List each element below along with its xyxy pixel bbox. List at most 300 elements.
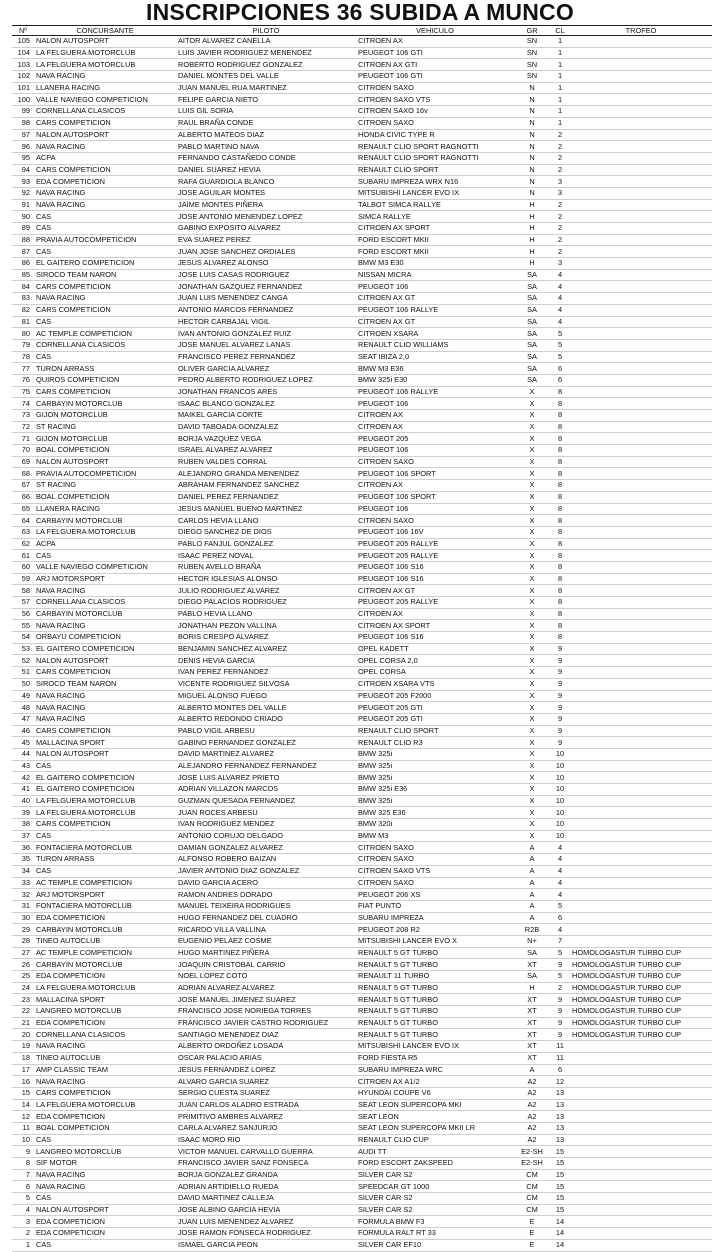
cell-trofeo [570,900,712,912]
cell-num: 104 [17,48,30,58]
cell-trofeo [570,912,712,924]
cell-trofeo [570,456,712,468]
cell-num: 23 [21,994,30,1004]
cell-trofeo [570,608,712,620]
cell-trofeo [570,1076,712,1088]
table-row [12,246,712,258]
cell-piloto: ADRIAN ARTIDIELLO RUEDA [178,1181,279,1191]
cell-concursante: CAS [36,223,52,233]
cell-concursante: LA FELGUERA MOTORCLUB [36,48,136,58]
cell-vehiculo: OPEL KADETT [358,644,409,654]
cell-num: 80 [21,328,30,338]
cell-gr: SA [527,947,537,957]
cell-gr: H [529,246,535,256]
cell-concursante: NAVA RACING [36,141,86,151]
cell-vehiculo: BMW M3 E30 [358,258,404,268]
cell-num: 64 [21,515,30,525]
cell-vehiculo: SUBARU IMPREZA [358,912,424,922]
cell-num: 81 [21,316,30,326]
cell-gr: X [529,538,535,548]
cell-gr: SA [527,270,537,280]
table-row [12,129,712,141]
table-row [12,456,712,468]
cell-gr: X [529,702,535,712]
cell-cl: 8 [557,609,563,619]
cell-vehiculo: CITROEN AX GTI [358,59,418,69]
cell-cl: 5 [557,328,563,338]
cell-vehiculo: CITROEN AX [358,480,403,490]
table-row [12,772,712,784]
cell-cl: 13 [555,1123,565,1133]
cell-vehiculo: PEUGEOT 205 GTI [358,702,423,712]
cell-num: 26 [21,959,30,969]
cell-vehiculo: PEUGEOT 106 S16 [358,632,424,642]
table-row [12,1228,712,1240]
cell-trofeo [570,421,712,433]
cell-gr: X [529,433,535,443]
cell-concursante: NAVA RACING [36,1170,86,1180]
cell-piloto: ADRIAN ALVAREZ ALVAREZ [178,983,275,993]
cell-piloto: RAUL BRAÑA CONDE [178,118,254,128]
table-row [12,1087,712,1099]
cell-vehiculo: BMW 325i [358,760,393,770]
cell-concursante: VALLE NAVIEGO COMPETICION [36,562,148,572]
cell-num: 16 [21,1076,30,1086]
cell-concursante: CORNELLANA CLASICOS [36,597,126,607]
cell-trofeo [570,351,712,363]
cell-num: 31 [21,901,30,911]
cell-vehiculo: RENAULT 5 GT TURBO [358,1018,438,1028]
cell-vehiculo: PEUGEOT 205 RALLYE [358,538,439,548]
cell-num: 67 [21,480,30,490]
cell-num: 56 [21,609,30,619]
cell-concursante: GIJON MOTORCLUB [36,410,108,420]
cell-piloto: JONATHAN GAZQUEZ FERNANDEZ [178,281,303,291]
cell-piloto: CARLA ALVAREZ SANJURJO [178,1123,278,1133]
cell-num: 33 [21,877,30,887]
cell-gr: X [529,760,535,770]
table-row [12,339,712,351]
cell-vehiculo: CITROEN AX [358,410,403,420]
cell-gr: SA [527,293,537,303]
table-row [12,503,712,515]
cell-cl: 8 [557,422,563,432]
cell-gr: N [529,164,535,174]
cell-vehiculo: FORD FIESTA R5 [358,1053,418,1063]
cell-num: 29 [21,924,30,934]
cell-vehiculo: PEUGEOT 208 R2 [358,924,420,934]
cell-piloto: OSCAR PALACIO ARIAS [178,1053,262,1063]
cell-trofeo [570,538,712,550]
cell-concursante: VALLE NAVIEGO COMPETICION [36,94,148,104]
cell-trofeo [570,363,712,375]
cell-trofeo [570,573,712,585]
table-row [12,842,712,854]
cell-concursante: SIROCO TEAM NARON [36,679,117,689]
cell-num: 18 [21,1053,30,1063]
cell-concursante: NAVA RACING [36,71,86,81]
table-row [12,573,712,585]
cell-trofeo [570,1041,712,1053]
cell-gr: CM [526,1205,538,1215]
cell-piloto: IVAN PEREZ FERNANDEZ [178,667,269,677]
cell-cl: 7 [557,936,563,946]
cell-gr: SA [527,328,537,338]
cell-concursante: CORNELLANA CLASICOS [36,340,126,350]
cell-num: 41 [21,784,30,794]
table-row [12,585,712,597]
cell-gr: A [529,854,535,864]
cell-concursante: CARBAYIN MOTORCLUB [36,609,123,619]
cell-concursante: EDA COMPETICION [36,1228,105,1238]
cell-cl: 5 [557,901,563,911]
cell-trofeo [570,59,712,71]
cell-num: 68 [21,468,30,478]
cell-gr: X [529,573,535,583]
table-row [12,643,712,655]
cell-cl: 1 [557,71,563,81]
cell-trofeo [570,503,712,515]
cell-vehiculo: PEUGEOT 206 XS [358,889,421,899]
cell-num: 83 [21,293,30,303]
cell-vehiculo: SPEEDCAR GT 1000 [358,1181,430,1191]
cell-concursante: CAS [36,760,52,770]
cell-piloto: FRANCISCO JOSE NORIEGA TORRES [178,1006,312,1016]
cell-concursante: LLANERA RACING [36,503,101,513]
table-row [12,526,712,538]
cell-cl: 4 [557,293,563,303]
cell-gr: XT [527,1053,537,1063]
cell-cl: 9 [557,714,563,724]
cell-gr: CM [526,1181,538,1191]
cell-piloto: PABLO FANJUL GONZALEZ [178,538,274,548]
cell-vehiculo: PEUGEOT 106 SPORT [358,492,436,502]
cell-piloto: JOSE RAMON FONSECA RODRIGUEZ [178,1228,311,1238]
cell-num: 63 [21,527,30,537]
cell-num: 58 [21,585,30,595]
cell-concursante: SIROCO TEAM NARON [36,270,117,280]
cell-num: 39 [21,807,30,817]
cell-piloto: FERNANDO CASTAÑEDO CONDE [178,153,296,163]
table-row [12,760,712,772]
table-row [12,363,712,375]
cell-piloto: HUGO FERNANDEZ DEL CUADRO [178,912,298,922]
cell-vehiculo: CITROEN SAXO [358,854,414,864]
cell-vehiculo: FORMULA RALT RT 33 [358,1228,436,1238]
cell-gr: X [529,410,535,420]
table-row [12,655,712,667]
cell-trofeo [570,632,712,644]
table-row [12,1076,712,1088]
cell-trofeo [570,269,712,281]
cell-num: 49 [21,690,30,700]
page-title: INSCRIPCIONES 36 SUBIDA A MUNCO [146,0,574,25]
cell-vehiculo: AUDI TT [358,1146,387,1156]
cell-concursante: CARBAYIN MOTORCLUB [36,515,123,525]
cell-piloto: JOSE MANUEL ALVAREZ LANAS [178,340,291,350]
cell-piloto: BORIS CRESPO ALVAREZ [178,632,269,642]
table-row [12,550,712,562]
table-row [12,702,712,714]
cell-cl: 9 [557,1018,563,1028]
cell-vehiculo: PEUGEOT 106 S16 [358,562,424,572]
cell-cl: 8 [557,386,563,396]
cell-cl: 14 [555,1228,565,1238]
cell-num: 20 [21,1029,30,1039]
cell-concursante: CARS COMPETICION [36,386,111,396]
cell-trofeo [570,1239,712,1251]
cell-gr: X [529,503,535,513]
cell-concursante: NAVA RACING [36,1076,86,1086]
table-row [12,678,712,690]
cell-vehiculo: PEUGEOT 106 RALLYE [358,386,439,396]
cell-concursante: LANGREO MOTORCLUB [36,1006,122,1016]
cell-cl: 15 [555,1158,565,1168]
cell-cl: 13 [555,1099,565,1109]
cell-piloto: MIGUEL ALONSO FUEGO [178,690,267,700]
cell-gr: A2 [527,1111,537,1121]
cell-cl: 8 [557,457,563,467]
cell-piloto: JUAN LUIS MENENDEZ CANGA [178,293,288,303]
cell-gr: X [529,527,535,537]
cell-vehiculo: CITROEN AX SPORT [358,620,431,630]
table-row [12,1122,712,1134]
cell-piloto: PRIMITIVO AMBRES ALVAREZ [178,1111,283,1121]
cell-concursante: LLANERA RACING [36,83,101,93]
cell-concursante: PRAVIA AUTOCOMPETICION [36,235,137,245]
cell-trofeo [570,141,712,153]
cell-trofeo [570,1169,712,1181]
cell-concursante: CORNELLANA CLASICOS [36,106,126,116]
cell-trofeo [570,1087,712,1099]
cell-cl: 11 [556,1041,564,1051]
cell-gr: A [529,866,535,876]
cell-gr: X [529,468,535,478]
cell-num: 98 [21,118,30,128]
table-row [12,421,712,433]
cell-vehiculo: BMW 320i [358,819,393,829]
cell-concursante: AC TEMPLE COMPETICION [36,877,132,887]
cell-vehiculo: HYUNDAI COUPE V6 [358,1088,431,1098]
cell-cl: 9 [557,737,563,747]
cell-concursante: NAVA RACING [36,690,86,700]
header-vehiculo: VEHICULO [356,26,514,36]
cell-cl: 8 [557,538,563,548]
cell-gr: N [529,176,535,186]
cell-num: 82 [21,305,30,315]
cell-num: 17 [21,1064,30,1074]
cell-vehiculo: RENAULT CLIO SPORT [358,725,439,735]
cell-gr: CM [526,1170,538,1180]
cell-piloto: ALVARO GARCIA SUAREZ [178,1076,269,1086]
cell-piloto: RUBEN AVELLO BRAÑA [178,562,262,572]
cell-num: 59 [21,573,30,583]
cell-vehiculo: RENAULT CLIO SPORT RAGNOTTI [358,141,479,151]
cell-gr: H [529,983,535,993]
cell-trofeo [570,667,712,679]
cell-cl: 10 [555,784,565,794]
cell-concursante: CAS [36,1134,52,1144]
cell-num: 34 [21,866,30,876]
cell-gr: XT [527,1029,537,1039]
cell-gr: X [529,386,535,396]
cell-piloto: JONATHAN FRANCOS ARES [178,386,278,396]
cell-concursante: CAS [36,831,52,841]
cell-num: 87 [21,246,30,256]
cell-num: 21 [21,1018,30,1028]
cell-vehiculo: RENAULT 11 TURBO [358,971,430,981]
cell-vehiculo: SUBARU IMPREZA WRC [358,1064,443,1074]
cell-trofeo [570,1064,712,1076]
cell-concursante: NAVA RACING [36,1181,86,1191]
cell-cl: 8 [557,503,563,513]
table-row [12,433,712,445]
table-row [12,748,712,760]
cell-concursante: LA FELGUERA MOTORCLUB [36,796,136,806]
cell-trofeo [570,187,712,199]
cell-vehiculo: RENAULT 5 GT TURBO [358,1006,438,1016]
table-row [12,106,712,118]
cell-cl: 2 [557,153,563,163]
cell-num: 5 [25,1193,30,1203]
cell-piloto: FRANCISCO JAVIER SANZ FONSECA [178,1158,309,1168]
cell-gr: X [529,550,535,560]
cell-piloto: JOSE MANUEL JIMENEZ SUAREZ [178,994,296,1004]
cell-cl: 2 [557,223,563,233]
table-row [12,480,712,492]
cell-gr: E [529,1216,535,1226]
cell-num: 47 [21,714,30,724]
cell-num: 35 [21,854,30,864]
cell-piloto: ALBERTO ORDOÑEZ LOSADA [178,1041,284,1051]
cell-concursante: BOAL COMPETICION [36,445,110,455]
cell-trofeo [570,1204,712,1216]
cell-trofeo: HOMOLOGASTUR TURBO CUP [572,971,682,981]
cell-piloto: VICENTE RODRIGUEZ SILVOSA [178,679,290,689]
cell-num: 38 [21,819,30,829]
cell-trofeo [570,924,712,936]
table-row [12,164,712,176]
cell-vehiculo: CITROEN AX GT [358,293,416,303]
table-row [12,445,712,457]
cell-cl: 2 [557,129,563,139]
cell-cl: 3 [557,176,563,186]
table-row [12,223,712,235]
cell-num: 85 [21,270,30,280]
cell-vehiculo: RENAULT 5 GT TURBO [358,994,438,1004]
cell-piloto: ALFONSO ROBERO BAIZAN [178,854,277,864]
cell-cl: 8 [557,527,563,537]
table-row [12,258,712,270]
cell-vehiculo: PEUGEOT 106 GTI [358,48,423,58]
cell-vehiculo: PEUGEOT 106 SPORT [358,468,436,478]
cell-concursante: EL GAITERO COMPETICION [36,772,135,782]
cell-trofeo [570,748,712,760]
cell-vehiculo: PEUGEOT 106 [358,398,409,408]
cell-vehiculo: BMW 325 E36 [358,807,406,817]
cell-num: 42 [21,772,30,782]
cell-piloto: JUAN MANUEL RUA MARTINEZ [178,83,287,93]
cell-concursante: EDA COMPETICION [36,1018,105,1028]
table-row [12,59,712,71]
cell-cl: 4 [557,270,563,280]
cell-cl: 4 [557,854,563,864]
cell-num: 84 [21,281,30,291]
cell-cl: 2 [557,164,563,174]
cell-piloto: ALBERTO MATEOS DIAZ [178,129,264,139]
cell-vehiculo: CITROEN SAXO [358,83,414,93]
cell-cl: 8 [557,433,563,443]
cell-concursante: AMP CLASSIC TEAM [36,1064,109,1074]
cell-trofeo [570,784,712,796]
table-row [12,982,712,994]
cell-concursante: TINEO AUTOCLUB [36,1053,101,1063]
table-row [12,468,712,480]
cell-vehiculo: BMW 325i E36 [358,784,408,794]
cell-trofeo [570,830,712,842]
cell-gr: X [529,515,535,525]
cell-num: 9 [25,1146,30,1156]
cell-num: 24 [21,983,30,993]
cell-num: 37 [21,831,30,841]
cell-concursante: CARS COMPETICION [36,1088,111,1098]
cell-cl: 1 [557,36,563,46]
cell-num: 28 [21,936,30,946]
cell-num: 14 [21,1099,30,1109]
cell-gr: X [529,737,535,747]
cell-trofeo [570,234,712,246]
cell-gr: R2B [524,924,540,934]
cell-piloto: ANTONIO MARCOS FERNANDEZ [178,305,294,315]
table-row [12,1193,712,1205]
cell-piloto: JOSE LUIS ALVAREZ PRIETO [178,772,280,782]
cell-vehiculo: BMW M3 E36 [358,363,404,373]
cell-piloto: DIEGO PALACIOS RODRIGUEZ [178,597,287,607]
cell-vehiculo: FIAT PUNTO [358,901,402,911]
cell-vehiculo: PEUGEOT 205 [358,433,409,443]
cell-cl: 10 [555,772,565,782]
cell-concursante: CARBAYIN MOTORCLUB [36,398,123,408]
cell-num: 70 [21,445,30,455]
header-concursante: CONCURSANTE [34,26,176,36]
cell-num: 92 [21,188,30,198]
cell-gr: XT [527,1006,537,1016]
cell-piloto: JULIO RODRIGUEZ ALVAREZ [178,585,280,595]
cell-piloto: JUAN ROCES ARBESU [178,807,258,817]
cell-concursante: MALLACINA SPORT [36,994,105,1004]
table-row [12,1158,712,1170]
cell-num: 57 [21,597,30,607]
cell-gr: H [529,258,535,268]
cell-num: 96 [21,141,30,151]
cell-gr: SA [527,340,537,350]
cell-vehiculo: CITROEN AX [358,609,403,619]
cell-gr: A2 [527,1088,537,1098]
cell-cl: 4 [557,866,563,876]
cell-num: 46 [21,725,30,735]
entries-sheet [12,25,712,1252]
cell-piloto: MAIKEL GARCIA CORTE [178,410,263,420]
cell-piloto: PABLO MARTINO NAVA [178,141,260,151]
table-row [12,1169,712,1181]
cell-vehiculo: PEUGEOT 205 F2000 [358,690,432,700]
cell-vehiculo: SEAT LEON [358,1111,399,1121]
cell-num: 43 [21,760,30,770]
cell-piloto: JESUS MANUEL BUENO MARTINEZ [178,503,303,513]
cell-concursante: BOAL COMPETICION [36,492,110,502]
cell-piloto: JESUS ALVAREZ ALONSO [178,258,269,268]
cell-cl: 13 [555,1134,565,1144]
